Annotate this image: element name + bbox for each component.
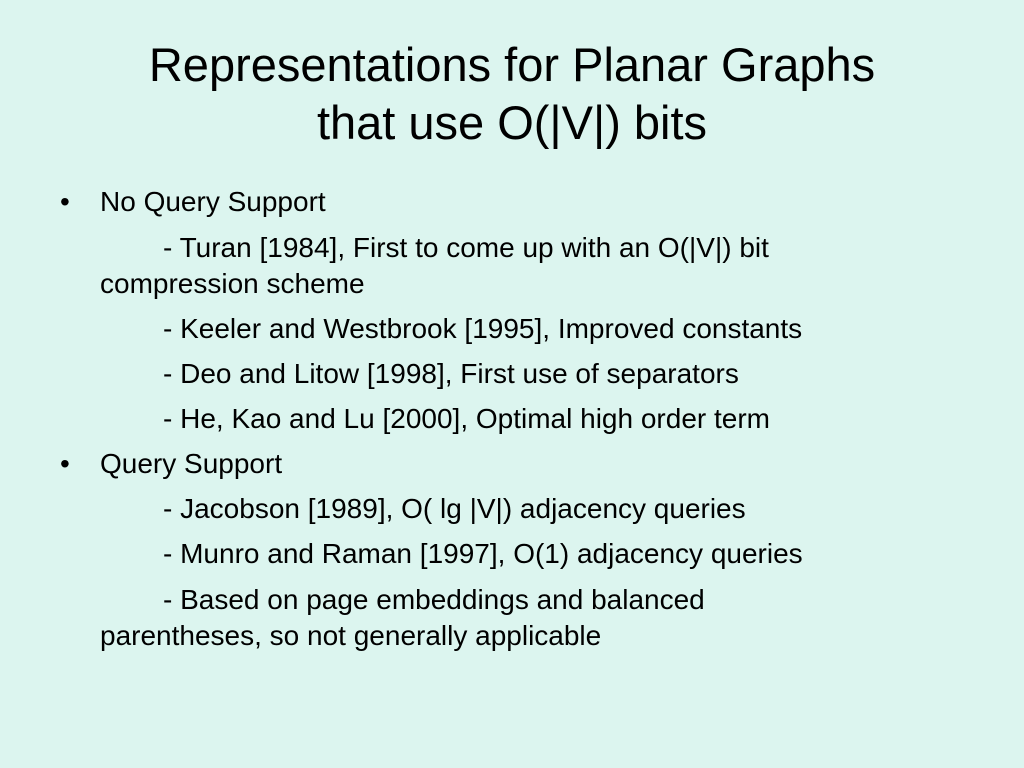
slide-title-line-1: Representations for Planar Graphs [148,38,876,91]
list-item-page-embeddings-continuation: parentheses, so not generally applicable [100,620,602,651]
list-item-deo-litow: - Deo and Litow [1998], First use of separators [163,358,739,389]
section-heading-query-support: Query Support [100,448,283,479]
section-heading-no-query-support: No Query Support [100,186,326,217]
list-item-he-kao-lu: - He, Kao and Lu [2000], Optimal high order term [163,403,770,434]
list-item-keeler-westbrook: - Keeler and Westbrook [1995], Improved constants [163,313,803,344]
list-item-jacobson: - Jacobson [1989], O( lg |V|) adjacency queries [163,493,746,524]
bullet-marker: • [60,448,70,479]
list-item-turan-continuation: compression scheme [100,268,365,299]
list-item-page-embeddings: - Based on page embeddings and balanced [163,584,705,615]
slide-title-line-2: that use O(|V|) bits [316,96,708,149]
list-item-munro-raman: - Munro and Raman [1997], O(1) adjacency queries [163,538,803,569]
list-item-turan: - Turan [1984], First to come up with an O(|V|) bit [163,232,769,263]
bullet-marker: • [60,186,70,217]
